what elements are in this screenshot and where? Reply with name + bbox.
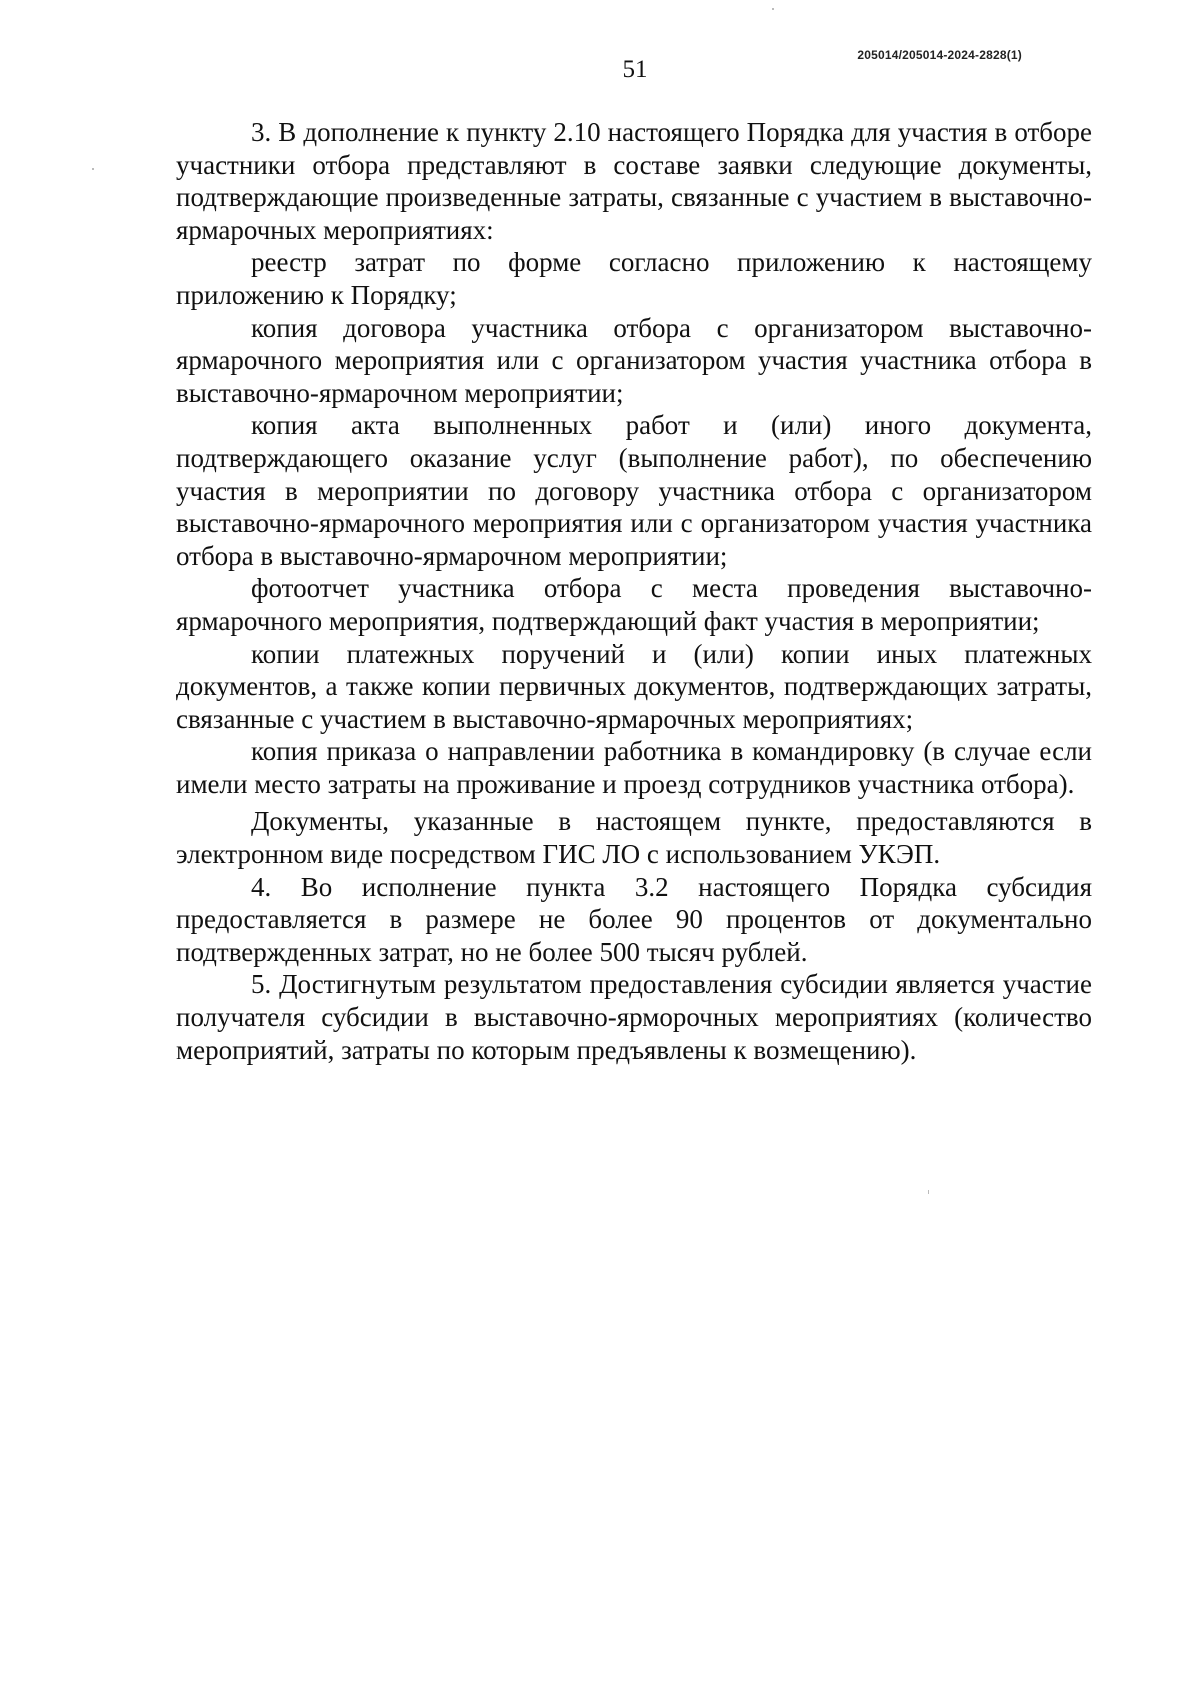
scan-speck xyxy=(772,8,774,10)
scan-speck xyxy=(92,168,94,170)
paragraph-expense-register: реестр затрат по форме согласно приложению к настоящему приложению к Порядку; xyxy=(176,247,1092,310)
paragraph-business-trip-order: копия приказа о направлении работника в командировку (в случае если имели место затраты на проживание и проезд сотрудников участника отбора). xyxy=(176,736,1092,799)
document-id: 205014/205014-2024-2828(1) xyxy=(857,48,1022,62)
paragraph-photo-report: фотоотчет участника отбора с места проведения выставочно-ярмарочного мероприятия, подтверждающий факт участия в мероприятии; xyxy=(176,573,1092,636)
paragraph-electronic-submission: Документы, указанные в настоящем пункте, предоставляются в электронном виде посредством ГИС ЛО с использованием УКЭП. xyxy=(176,806,1092,870)
paragraph-item-5: 5. Достигнутым результатом предоставления субсидии является участие получателя субсидии в выставочно-ярморочных мероприятиях (количество мероприятий, затраты по которым предъявлены к возмещению). xyxy=(176,969,1092,1065)
paragraph-item-4: 4. Во исполнение пункта 3.2 настоящего Порядка субсидия предоставляется в размере не более 90 процентов от документально подтвержденных затрат, но не более 500 тысяч рублей. xyxy=(176,871,1092,967)
scan-speck xyxy=(928,1190,929,1194)
paragraph-contract-copy: копия договора участника отбора с организатором выставочно-ярмарочного мероприятия или с организатором участия участника отбора в выставочно-ярмарочном мероприятии; xyxy=(176,312,1092,408)
paragraph-act-copy: копия акта выполненных работ и (или) иного документа, подтверждающего оказание услуг (выполнение работ), по обеспечению участия в мероприятии по договору участника отбора с организатором выставочно-ярмарочного мероприятия или с организатором участия участника отбора в выставочно-ярмарочном мероприятии; xyxy=(176,410,1092,571)
paragraph-payment-orders: копии платежных поручений и (или) копии иных платежных документов, а также копии первичных документов, подтверждающих затраты, связанные с участием в выставочно-ярмарочных мероприятиях; xyxy=(176,638,1092,734)
paragraph-item-3: 3. В дополнение к пункту 2.10 настоящего Порядка для участия в отборе участники отбора представляют в составе заявки следующие документы, подтверждающие произведенные затраты, связанные с участием в выставочно-ярмарочных мероприятиях: xyxy=(176,117,1092,245)
page-number: 51 xyxy=(622,56,648,83)
document-body xyxy=(176,116,1092,1066)
